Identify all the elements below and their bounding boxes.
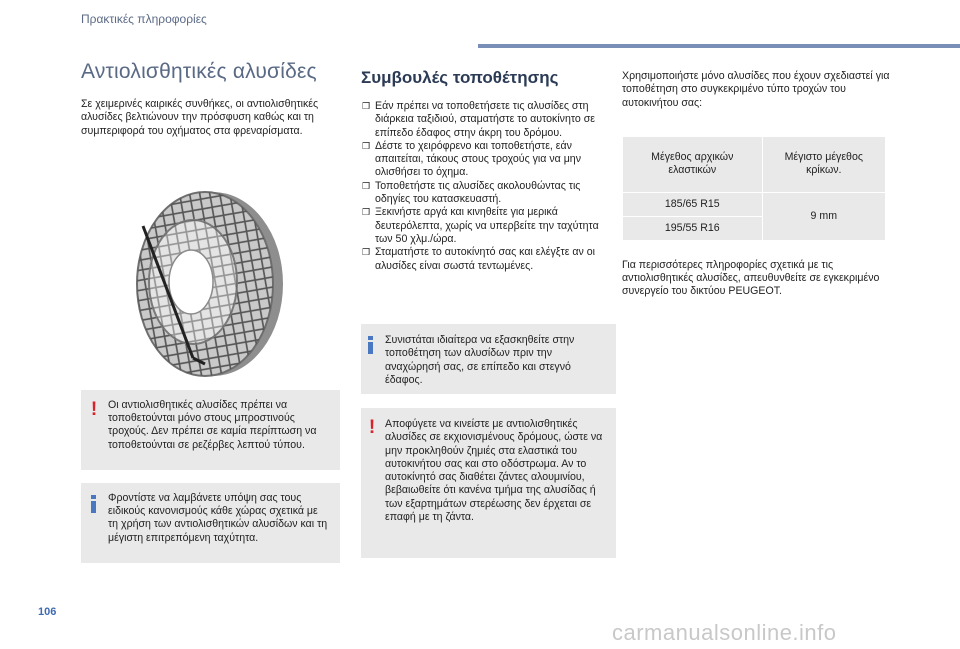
- tips-list: [361, 100, 616, 273]
- warning-box: [81, 390, 340, 470]
- list-item: ❒ Εάν πρέπει να τοποθετήσετε τις αλυσίδες στη διάρκεια ταξιδιού, σταματήστε το αυτοκίνητο σε επίπεδο έδαφος στην άκρη του δρόμου.: [362, 100, 595, 139]
- table-cell-max-link: 9 mm: [762, 192, 885, 240]
- checkbox-bullet-icon: ❒: [362, 207, 371, 218]
- info-text: Φροντίστε να λαμβάνετε υπόψη σας τους ειδικούς κανονισμούς κάθε χώρας σχετικά με τη χρήση των αντιολισθητικών αλυσίδων και τη μέγιστη επιτρεπόμενη ταχύτητα.: [108, 491, 328, 544]
- table-header-tire-size: Μέγεθος αρχικών ελαστικών: [623, 136, 763, 192]
- checkbox-bullet-icon: ❒: [362, 247, 371, 258]
- info-icon: [368, 336, 373, 354]
- table-cell-tire-size: 195/55 R16: [623, 216, 763, 240]
- list-item: ❒ Δέστε το χειρόφρενο και τοποθετήστε, εάν απαιτείται, τάκους στους τροχούς για να μην ολισθήσει το όχημα.: [362, 139, 581, 179]
- page-number: 106: [38, 606, 57, 618]
- checkbox-bullet-icon: ❒: [362, 140, 371, 151]
- fitting-tips-title: Συμβουλές τοποθέτησης: [361, 68, 559, 87]
- tire-with-chain-illustration: [133, 186, 289, 382]
- tire-size-table: [622, 136, 886, 241]
- info-box-practice: [361, 324, 616, 394]
- list-item: ❒ Ξεκινήστε αργά και κινηθείτε για μερικά δευτερόλεπτα, χωρίς να υπερβείτε την ταχύτητα των 50 χλμ./ώρα.: [362, 206, 599, 245]
- list-item: ❒ Τοποθετήστε τις αλυσίδες ακολουθώντας τις οδηγίες του κατασκευαστή.: [362, 179, 581, 206]
- compatibility-intro: Χρησιμοποιήστε μόνο αλυσίδες που έχουν σχεδιαστεί για τοποθέτηση στο συγκεκριμένο τύπο τροχών του αυτοκινήτου σας:: [622, 70, 890, 109]
- warning-icon: !: [368, 417, 376, 438]
- section-title: Πρακτικές πληροφορίες: [81, 12, 207, 26]
- column-fitting-tips: [361, 68, 616, 524]
- checkbox-bullet-icon: ❒: [362, 101, 371, 111]
- header-rule: [478, 44, 960, 48]
- warning-icon: !: [90, 398, 98, 420]
- list-item: ❒ Σταματήστε το αυτοκίνητό σας και ελέγξτε αν οι αλυσίδες είναι σωστά τεντωμένες.: [362, 246, 596, 272]
- info-box: [81, 483, 340, 563]
- warning-text: Οι αντιολισθητικές αλυσίδες πρέπει να τοποθετούνται μόνο στους μπροστινούς τροχούς. Δεν πρέπει σε καμία περίπτωση να τοποθετούνται σε ρεζέρβες λεπτού τύπου.: [108, 398, 317, 451]
- warning-box-snow-roads: [361, 408, 616, 558]
- table-header-max-link: Μέγιστο μέγεθος κρίκων.: [762, 136, 885, 192]
- column-snow-chains: [81, 60, 340, 563]
- table-cell-tire-size: 185/65 R15: [623, 192, 763, 216]
- snow-roads-warning-text: Αποφύγετε να κινείστε με αντιολισθητικές αλυσίδες σε εκχιονισμένους δρόμους, ώστε να μην προκληθούν ζημιές στα ελαστικά του αυτοκινήτου σας και στο οδόστρωμα. Αν το αυτοκίνητό σας διαθέτει ζάντες αλουμινίου, βεβαιωθείτε ότι κανένα τμήμα της αλυσίδας ή των εξαρτημάτων στερέωσης δεν έρχεται σε επαφή με τη ζάντα.: [385, 418, 603, 524]
- more-info-text: Για περισσότερες πληροφορίες σχετικά με τις αντιολισθητικές αλυσίδες, απευθυνθείτε σε εγκεκριμένο συνεργείο του δικτύου PEUGEOT.: [622, 258, 880, 298]
- info-icon: [91, 495, 96, 513]
- checkbox-bullet-icon: ❒: [362, 180, 371, 191]
- intro-text: Σε χειμερινές καιρικές συνθήκες, οι αντιολισθητικές αλυσίδες βελτιώνουν την πρόσφυση καθώς και τη συμπεριφορά του οχήματος στα φρεναρίσματα.: [81, 98, 319, 137]
- watermark: carmanualsonline.info: [612, 620, 837, 645]
- practice-text: Συνιστάται ιδιαίτερα να εξασκηθείτε στην τοποθέτηση των αλυσίδων πριν την αναχώρησή σας, σε επίπεδο και στεγνό έδαφος.: [385, 334, 575, 386]
- page-title: Αντιολισθητικές αλυσίδες: [81, 60, 317, 83]
- column-chain-compatibility: [622, 70, 899, 299]
